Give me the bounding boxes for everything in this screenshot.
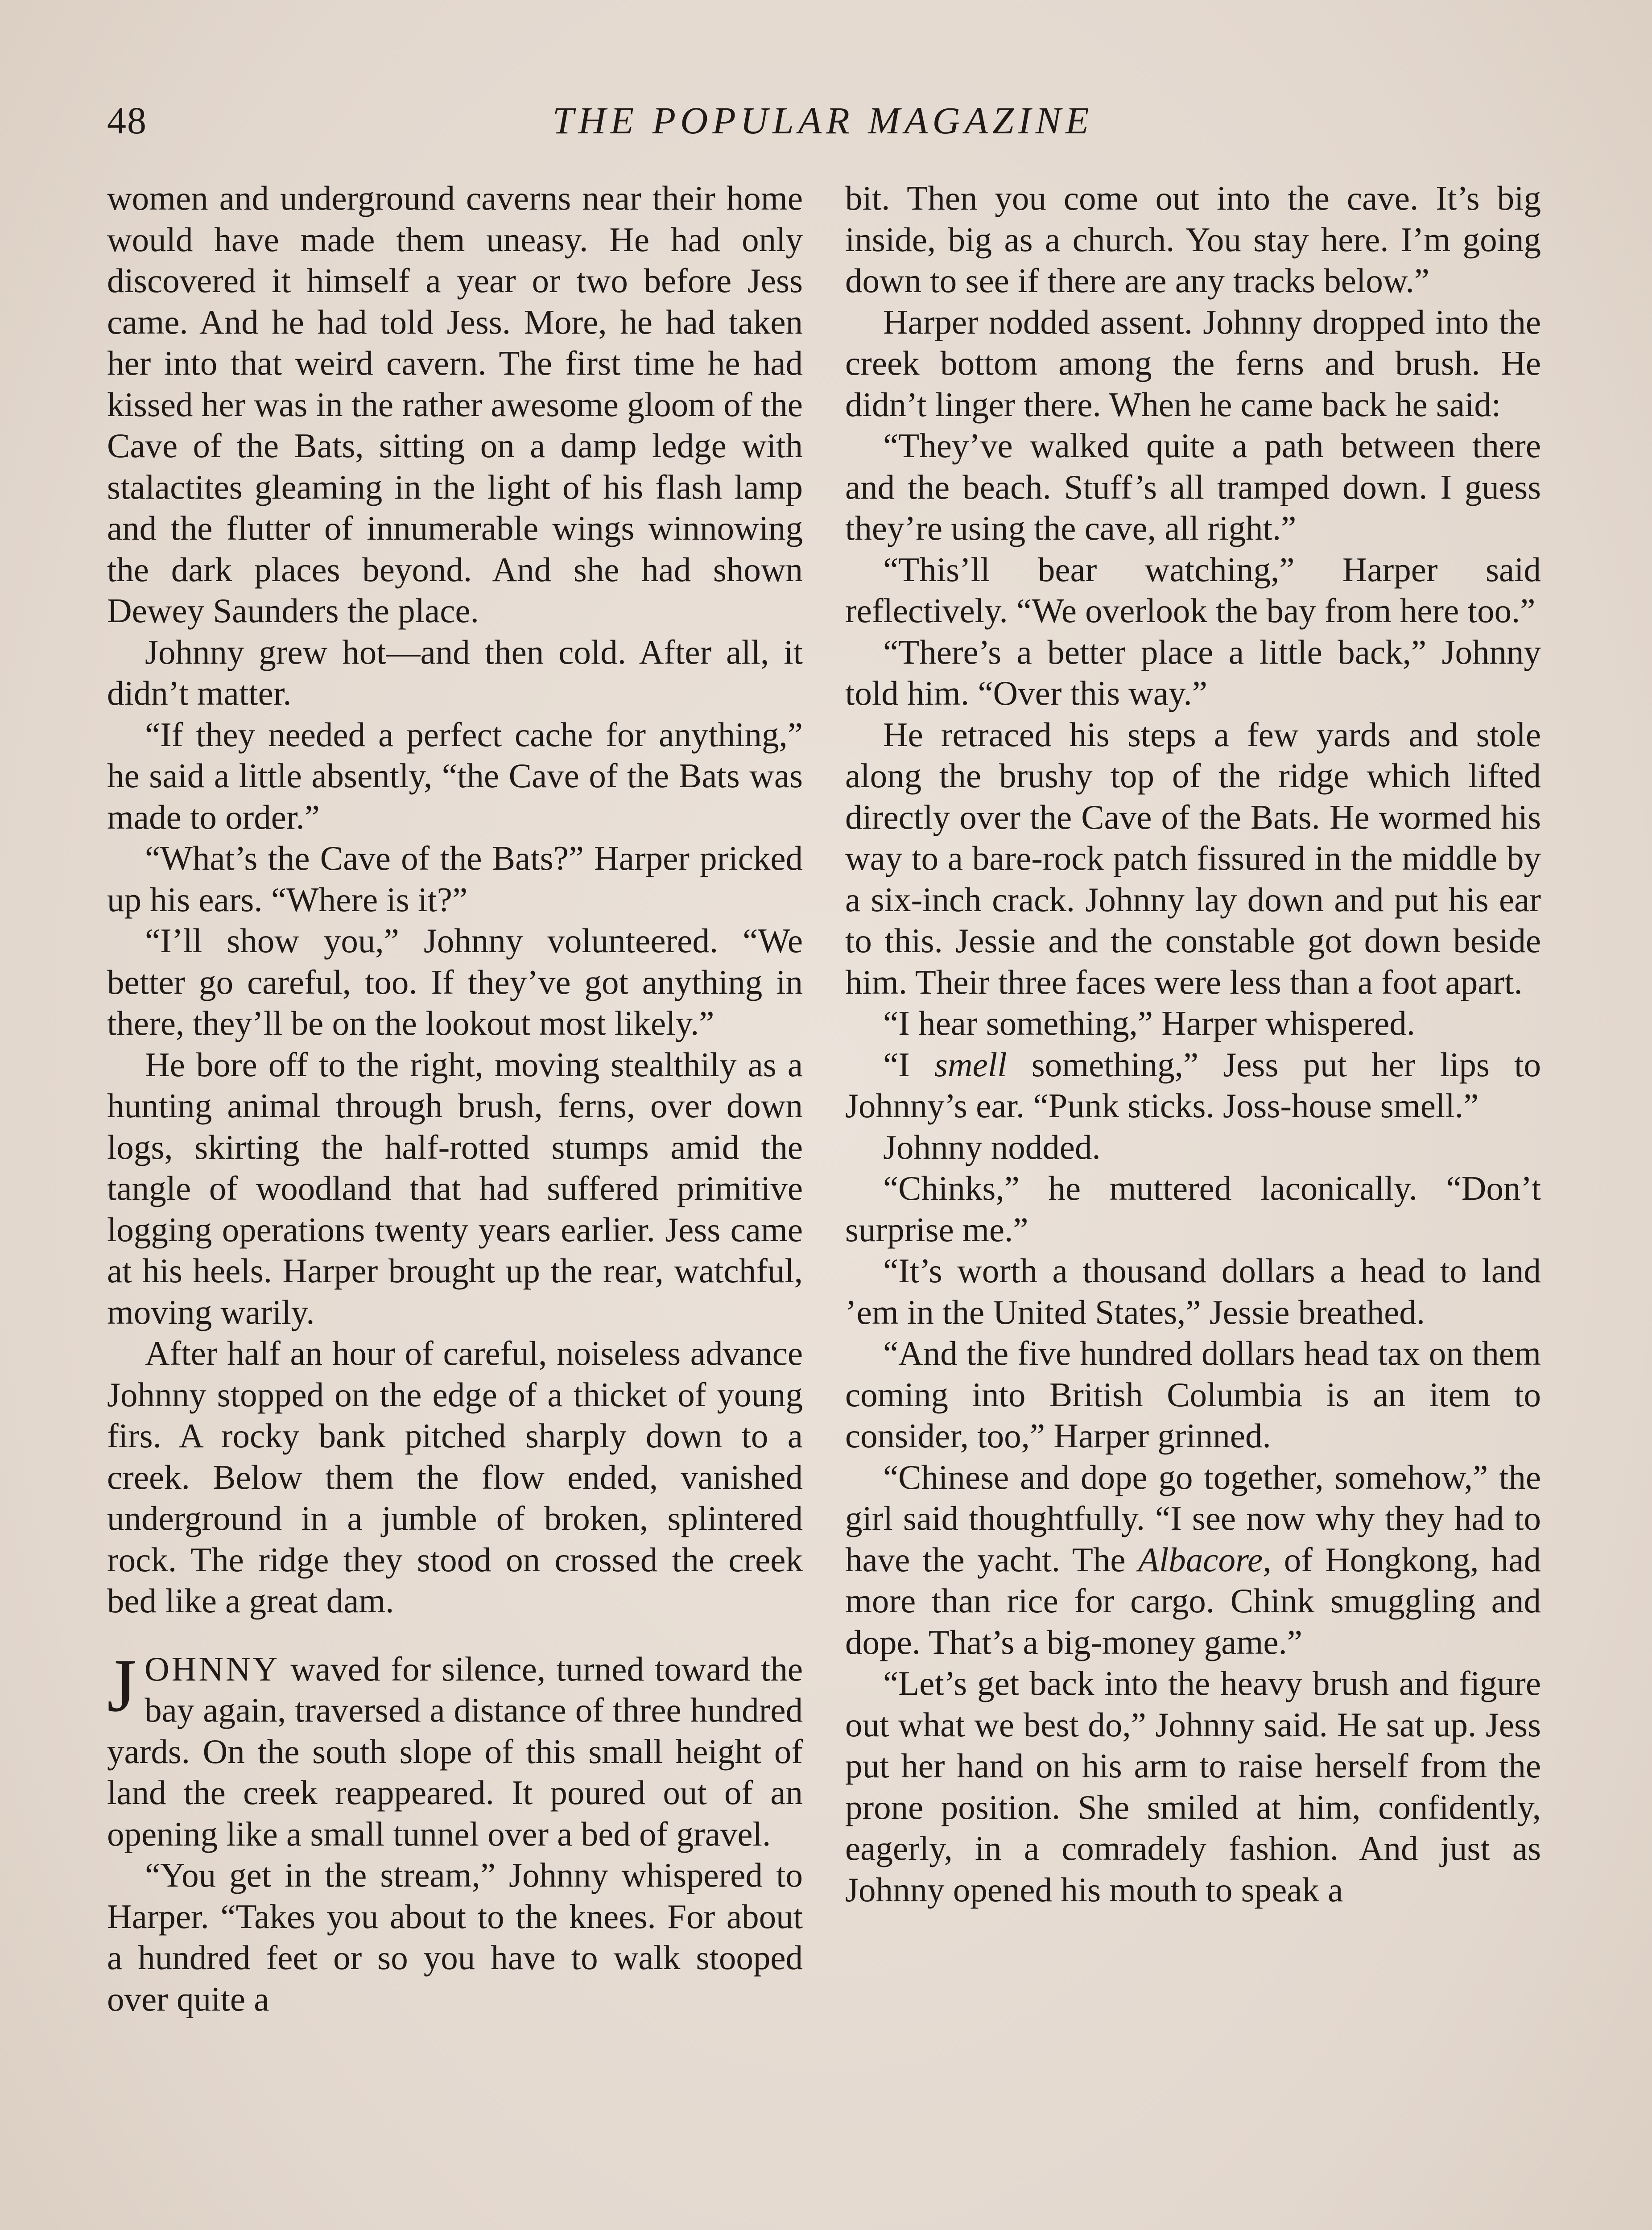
paragraph: Harper nodded assent. Johnny dropped into the creek bottom among the ferns and brush. He didn’t linger there. When he came back he said: xyxy=(845,302,1541,424)
paragraph-text: “I xyxy=(883,1045,935,1084)
drop-cap: J xyxy=(107,1643,137,1727)
paragraph: After half an hour of careful, noiseless advance Johnny stopped on the edge of a thicket of young firs. A rocky bank pitched sharply down to a creek. Below them the flow ended, vanished underground in a jumble of broken, splintered rock. The ridge they stood on crossed the creek bed like a great dam. xyxy=(107,1334,803,1620)
paragraph: “They’ve walked quite a path between there and the beach. Stuff’s all tramped down. I guess they’re using the cave, all right.” xyxy=(845,426,1541,547)
paragraph: “I hear something,” Harper whispered. xyxy=(883,1004,1416,1042)
paragraph: “Chinks,” he muttered laconically. “Don’t surprise me.” xyxy=(845,1169,1541,1249)
paragraph: “Let’s get back into the heavy brush and figure out what we best do,” Johnny said. He sat up. Jess put her hand on his arm to raise herself from the prone position. She smiled at him, confidently, eagerly, in a comradely fashion. And just as Johnny opened his mouth to speak a xyxy=(845,1664,1541,1909)
paragraph: “And the five hundred dollars head tax on them coming into British Columbia is an item to consider, too,” Harper grinned. xyxy=(845,1334,1541,1455)
paragraph-text: “Chinese and dope go together, somehow,” the girl said thoughtfully. “I see now why they had to have the yacht. The xyxy=(845,1458,1541,1579)
paragraph xyxy=(845,1457,1541,1663)
paragraph: “I’ll show you,” Johnny volunteered. “We better go careful, too. If they’ve got anything in there, they’ll be on the lookout most likely.” xyxy=(107,921,803,1042)
paragraph xyxy=(845,1044,1541,1127)
left-column xyxy=(107,178,803,2019)
paragraph: Johnny nodded. xyxy=(883,1127,1101,1166)
emphasized-word: smell xyxy=(934,1045,1007,1084)
paragraph: “It’s worth a thousand dollars a head to land ’em in the United States,” Jessie breathed. xyxy=(845,1251,1541,1331)
paragraph-text: waved for silence, turned toward the bay again, traversed a distance of three hundred yards. On the south slope of this small height of land the creek reappeared. It poured out of an opening like a small tunnel over a bed of gravel. xyxy=(107,1649,803,1853)
paragraph: bit. Then you come out into the cave. It’s big inside, big as a church. You stay here. I’m going down to see if there are any tracks below.” xyxy=(845,179,1541,300)
paragraph: “If they needed a perfect cache for anything,” he said a little absently, “the Cave of the Bats was made to order.” xyxy=(107,715,803,836)
paragraph: He retraced his steps a few yards and stole along the brushy top of the ridge which lifted directly over the Cave of the Bats. He wormed his way to a bare-rock patch fissured in the middle by a six-inch crack. Johnny lay down and put his ear to this. Jessie and the constable got down beside him. Their three faces were less than a foot apart. xyxy=(845,715,1541,1001)
paragraph-text: something,” Jess put her lips to Johnny’s ear. “Punk sticks. Joss-house smell.” xyxy=(845,1045,1541,1125)
paragraph: Johnny grew hot—and then cold. After all, it didn’t matter. xyxy=(107,632,803,712)
page-header xyxy=(107,89,1539,156)
paragraph: “There’s a better place a little back,” Johnny told him. “Over this way.” xyxy=(845,632,1541,712)
page-number: 48 xyxy=(107,99,147,142)
running-title: THE POPULAR MAGAZINE xyxy=(552,99,1094,142)
paragraph: “You get in the stream,” Johnny whispered to Harper. “Takes you about to the knees. For about a hundred feet or so you have to walk stooped over quite a xyxy=(107,1856,803,2018)
paragraph: women and underground caverns near their home would have made them uneasy. He had only discovered it himself a year or two before Jess came. And he had told Jess. More, he had taken her into that weird cavern. The first time he had kissed her was in the rather awesome gloom of the Cave of the Bats, sitting on a damp ledge with stalactites gleaming in the light of his flash lamp and the flutter of innumerable wings winnowing the dark places beyond. And she had shown Dewey Saunders the place. xyxy=(107,179,803,630)
paragraph-text: of Hongkong, had more than rice for cargo. Chink smuggling and dope. That’s a big-money game.” xyxy=(845,1540,1541,1661)
ship-name: Albacore, xyxy=(1138,1540,1272,1579)
paragraph: He bore off to the right, moving stealthily as a hunting animal through brush, ferns, over down logs, skirting the half-rotted stumps amid the tangle of woodland that had suffered primitive logging operations twenty years earlier. Jess came at his heels. Harper brought up the rear, watchful, moving warily. xyxy=(107,1045,803,1331)
section-opening-paragraph xyxy=(107,1643,803,1855)
paragraph: “This’ll bear watching,” Harper said reflectively. “We overlook the bay from here too.” xyxy=(845,550,1541,630)
paragraph: “What’s the Cave of the Bats?” Harper pricked up his ears. “Where is it?” xyxy=(107,839,803,919)
small-caps-lead: OHNNY xyxy=(145,1649,280,1688)
right-column xyxy=(845,178,1541,1910)
